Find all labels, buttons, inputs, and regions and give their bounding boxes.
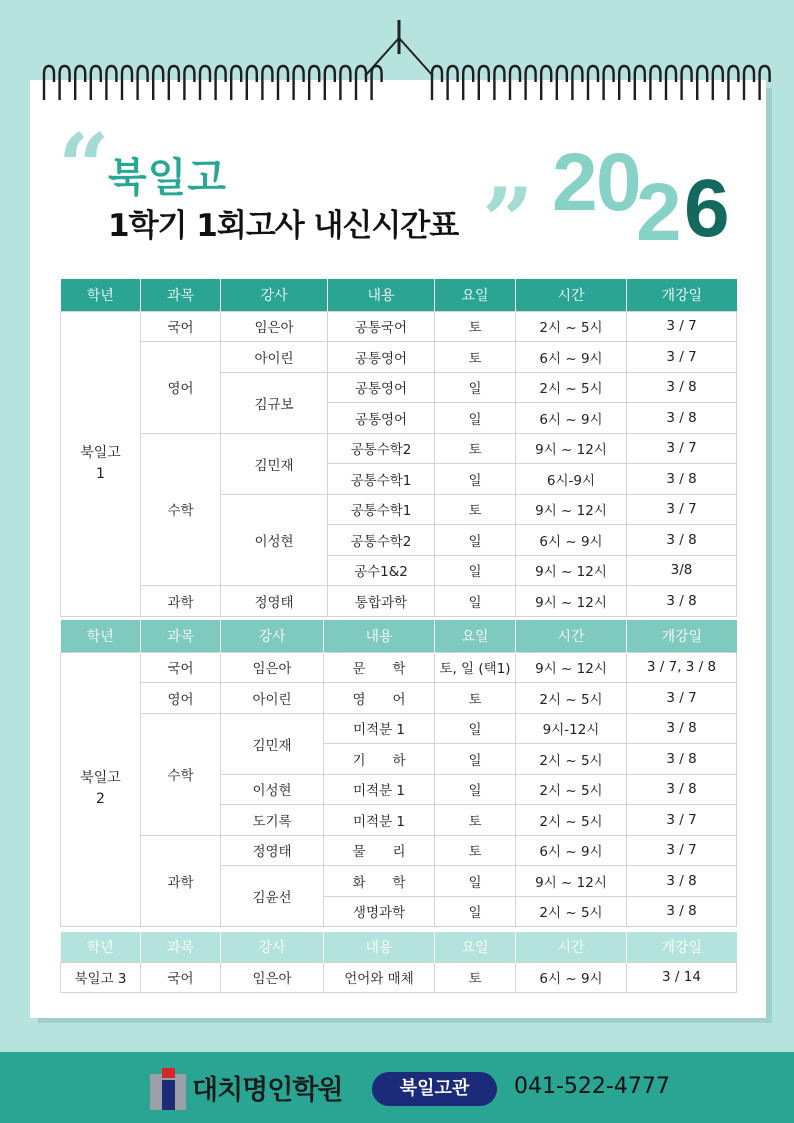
binding-ring-icon	[340, 66, 350, 100]
binding-ring-icon	[557, 66, 567, 100]
binding-ring-icon	[294, 66, 304, 100]
table-row	[61, 835, 737, 866]
spiral-binding-icon	[0, 60, 794, 110]
start-cell: 3 / 7, 3 / 8	[627, 652, 737, 683]
content-cell: 물 리	[324, 835, 435, 866]
binding-ring-icon	[325, 66, 335, 100]
binding-ring-icon	[231, 66, 241, 100]
binding-ring-icon	[75, 66, 85, 100]
teacher-cell: 정영태	[221, 835, 324, 866]
branch-badge: 북일고관	[372, 1072, 497, 1106]
content-cell: 문 학	[324, 652, 435, 683]
day-cell: 일	[435, 403, 516, 434]
binding-ring-icon	[138, 66, 148, 100]
year-digit-3: 2	[636, 167, 682, 258]
table-row	[61, 683, 737, 714]
col-teacher: 강사	[221, 932, 324, 962]
col-day: 요일	[435, 932, 516, 962]
col-day: 요일	[435, 620, 516, 652]
teacher-cell: 이성현	[221, 774, 324, 805]
col-time: 시간	[516, 620, 627, 652]
content-cell: 통합과학	[328, 586, 435, 617]
time-cell: 6시 ~ 9시	[516, 403, 627, 434]
grade-number: 1	[96, 465, 105, 482]
teacher-cell: 임은아	[221, 962, 324, 993]
start-cell: 3 / 7	[627, 342, 737, 373]
time-cell: 9시 ~ 12시	[516, 586, 627, 617]
day-cell: 토	[435, 494, 516, 525]
day-cell: 토	[435, 683, 516, 714]
close-quote-mark: ”	[482, 168, 534, 274]
day-cell: 일	[435, 525, 516, 556]
teacher-cell: 도기록	[221, 805, 324, 836]
binding-ring-icon	[728, 66, 738, 100]
col-content: 내용	[324, 620, 435, 652]
table-row	[61, 342, 737, 373]
time-cell: 2시 ~ 5시	[516, 744, 627, 775]
subject-cell: 과학	[141, 835, 221, 927]
table-row	[61, 433, 737, 464]
content-cell: 생명과학	[324, 896, 435, 927]
binding-ring-icon	[619, 66, 629, 100]
binding-ring-icon	[60, 66, 70, 100]
exam-title: 1학기 1회고사 내신시간표	[108, 208, 459, 244]
year-digit-2: 0	[596, 137, 642, 228]
binding-ring-icon	[713, 66, 723, 100]
day-cell: 토	[435, 962, 516, 993]
col-grade: 학년	[61, 620, 141, 652]
start-cell: 3 / 8	[627, 744, 737, 775]
start-cell: 3 / 7	[627, 311, 737, 342]
academy-logo-icon	[150, 1068, 186, 1110]
binding-ring-icon	[356, 66, 366, 100]
subject-cell: 영어	[141, 683, 221, 714]
open-quote-mark: “	[58, 114, 110, 220]
table-row	[61, 586, 737, 617]
subject-cell: 영어	[141, 342, 221, 434]
start-cell: 3 / 7	[627, 683, 737, 714]
teacher-cell: 임은아	[221, 652, 324, 683]
table-header-row	[61, 932, 737, 962]
binding-ring-icon	[666, 66, 676, 100]
col-time: 시간	[516, 932, 627, 962]
table-header-row	[61, 279, 737, 311]
binding-ring-icon	[744, 66, 754, 100]
day-cell: 토	[435, 835, 516, 866]
content-cell: 공통영어	[328, 372, 435, 403]
time-cell: 6시 ~ 9시	[516, 835, 627, 866]
binding-ring-icon	[278, 66, 288, 100]
subject-cell: 국어	[141, 962, 221, 993]
binding-ring-icon	[697, 66, 707, 100]
subject-cell: 수학	[141, 713, 221, 835]
col-start-date: 개강일	[627, 932, 737, 962]
day-cell: 토	[435, 805, 516, 836]
start-cell: 3 / 7	[627, 805, 737, 836]
binding-ring-icon	[91, 66, 101, 100]
start-cell: 3 / 7	[627, 494, 737, 525]
binding-ring-icon	[448, 66, 458, 100]
year-graphic	[550, 128, 760, 258]
time-cell: 6시 ~ 9시	[516, 525, 627, 556]
start-cell: 3 / 8	[627, 586, 737, 617]
binding-ring-icon	[432, 66, 442, 100]
start-cell: 3 / 8	[627, 866, 737, 897]
col-content: 내용	[328, 279, 435, 311]
col-grade: 학년	[61, 932, 141, 962]
content-cell: 영 어	[324, 683, 435, 714]
col-content: 내용	[324, 932, 435, 962]
grade-cell	[61, 652, 141, 927]
table-row	[61, 652, 737, 683]
grade-label: 북일고	[80, 770, 121, 787]
teacher-cell: 김규보	[221, 372, 328, 433]
year-digit-4: 6	[684, 163, 730, 254]
content-cell: 미적분 1	[324, 774, 435, 805]
content-cell: 공통수학1	[328, 464, 435, 495]
teacher-cell: 김윤선	[221, 866, 324, 927]
table-row	[61, 713, 737, 744]
grade1-schedule-table	[60, 279, 737, 617]
school-title: 북일고	[108, 155, 227, 201]
binding-ring-icon	[760, 66, 770, 100]
content-cell: 공통영어	[328, 403, 435, 434]
time-cell: 2시 ~ 5시	[516, 805, 627, 836]
content-cell: 화 학	[324, 866, 435, 897]
binding-ring-icon	[44, 66, 54, 100]
grade-number: 2	[96, 791, 105, 808]
year-digit-1: 2	[552, 137, 598, 228]
col-start-date: 개강일	[627, 279, 737, 311]
time-cell: 9시 ~ 12시	[516, 494, 627, 525]
binding-ring-icon	[604, 66, 614, 100]
binding-ring-icon	[216, 66, 226, 100]
day-cell: 일	[435, 866, 516, 897]
time-cell: 6시 ~ 9시	[516, 342, 627, 373]
binding-ring-icon	[479, 66, 489, 100]
col-teacher: 강사	[221, 620, 324, 652]
col-subject: 과목	[141, 932, 221, 962]
academy-name: 대치명인학원	[192, 1075, 343, 1106]
binding-ring-icon	[153, 66, 163, 100]
content-cell: 미적분 1	[324, 805, 435, 836]
binding-ring-icon	[510, 66, 520, 100]
day-cell: 일	[435, 586, 516, 617]
day-cell: 일	[435, 372, 516, 403]
day-cell: 토	[435, 342, 516, 373]
binding-ring-icon	[526, 66, 536, 100]
time-cell: 9시 ~ 12시	[516, 555, 627, 586]
time-cell: 9시 ~ 12시	[516, 652, 627, 683]
start-cell: 3 / 8	[627, 774, 737, 805]
subject-cell: 국어	[141, 311, 221, 342]
start-cell: 3 / 8	[627, 403, 737, 434]
teacher-cell: 김민재	[221, 713, 324, 774]
col-teacher: 강사	[221, 279, 328, 311]
col-time: 시간	[516, 279, 627, 311]
binding-ring-icon	[262, 66, 272, 100]
teacher-cell: 김민재	[221, 433, 328, 494]
grade2-schedule-table	[60, 620, 737, 927]
teacher-cell: 아이린	[221, 342, 328, 373]
binding-ring-icon	[541, 66, 551, 100]
time-cell: 6시 ~ 9시	[516, 962, 627, 993]
time-cell: 2시 ~ 5시	[516, 372, 627, 403]
binding-ring-icon	[494, 66, 504, 100]
grade-label: 북일고	[80, 444, 121, 461]
day-cell: 일	[435, 896, 516, 927]
start-cell: 3 / 7	[627, 835, 737, 866]
content-cell: 공통영어	[328, 342, 435, 373]
col-day: 요일	[435, 279, 516, 311]
col-subject: 과목	[141, 279, 221, 311]
day-cell: 토	[435, 311, 516, 342]
content-cell: 공통수학1	[328, 494, 435, 525]
day-cell: 일	[435, 555, 516, 586]
col-start-date: 개강일	[627, 620, 737, 652]
start-cell: 3 / 8	[627, 896, 737, 927]
content-cell: 공통수학2	[328, 525, 435, 556]
day-cell: 일	[435, 464, 516, 495]
time-cell: 2시 ~ 5시	[516, 683, 627, 714]
time-cell: 6시-9시	[516, 464, 627, 495]
content-cell: 미적분 1	[324, 713, 435, 744]
binding-ring-icon	[122, 66, 132, 100]
subject-cell: 수학	[141, 433, 221, 586]
binding-ring-icon	[650, 66, 660, 100]
subject-cell: 국어	[141, 652, 221, 683]
binding-ring-icon	[184, 66, 194, 100]
start-cell: 3 / 14	[627, 962, 737, 993]
content-cell: 공통수학2	[328, 433, 435, 464]
binding-ring-icon	[372, 66, 382, 100]
binding-ring-icon	[572, 66, 582, 100]
binding-ring-icon	[169, 66, 179, 100]
start-cell: 3 / 8	[627, 464, 737, 495]
grade-cell: 북일고 3	[61, 962, 141, 993]
content-cell: 공수1&2	[328, 555, 435, 586]
table-row	[61, 962, 737, 993]
binding-ring-icon	[247, 66, 257, 100]
grade3-schedule-table	[60, 932, 737, 993]
teacher-cell: 이성현	[221, 494, 328, 586]
subject-cell: 과학	[141, 586, 221, 617]
table-header-row	[61, 620, 737, 652]
time-cell: 9시 ~ 12시	[516, 433, 627, 464]
col-grade: 학년	[61, 279, 141, 311]
binding-ring-icon	[106, 66, 116, 100]
day-cell: 토, 일 (택1)	[435, 652, 516, 683]
binding-ring-icon	[463, 66, 473, 100]
time-cell: 2시 ~ 5시	[516, 774, 627, 805]
content-cell: 기 하	[324, 744, 435, 775]
phone-number: 041-522-4777	[514, 1074, 670, 1099]
time-cell: 9시-12시	[516, 713, 627, 744]
time-cell: 2시 ~ 5시	[516, 896, 627, 927]
start-cell: 3 / 8	[627, 525, 737, 556]
day-cell: 일	[435, 744, 516, 775]
binding-ring-icon	[635, 66, 645, 100]
day-cell: 토	[435, 433, 516, 464]
time-cell: 9시 ~ 12시	[516, 866, 627, 897]
day-cell: 일	[435, 774, 516, 805]
binding-ring-icon	[682, 66, 692, 100]
binding-ring-icon	[588, 66, 598, 100]
col-subject: 과목	[141, 620, 221, 652]
start-cell: 3 / 8	[627, 372, 737, 403]
start-cell: 3/8	[627, 555, 737, 586]
content-cell: 언어와 매체	[324, 962, 435, 993]
binding-ring-icon	[200, 66, 210, 100]
time-cell: 2시 ~ 5시	[516, 311, 627, 342]
binding-ring-icon	[309, 66, 319, 100]
grade-cell	[61, 311, 141, 616]
start-cell: 3 / 7	[627, 433, 737, 464]
start-cell: 3 / 8	[627, 713, 737, 744]
teacher-cell: 아이린	[221, 683, 324, 714]
teacher-cell: 정영태	[221, 586, 328, 617]
table-row	[61, 311, 737, 342]
content-cell: 공통국어	[328, 311, 435, 342]
day-cell: 일	[435, 713, 516, 744]
teacher-cell: 임은아	[221, 311, 328, 342]
